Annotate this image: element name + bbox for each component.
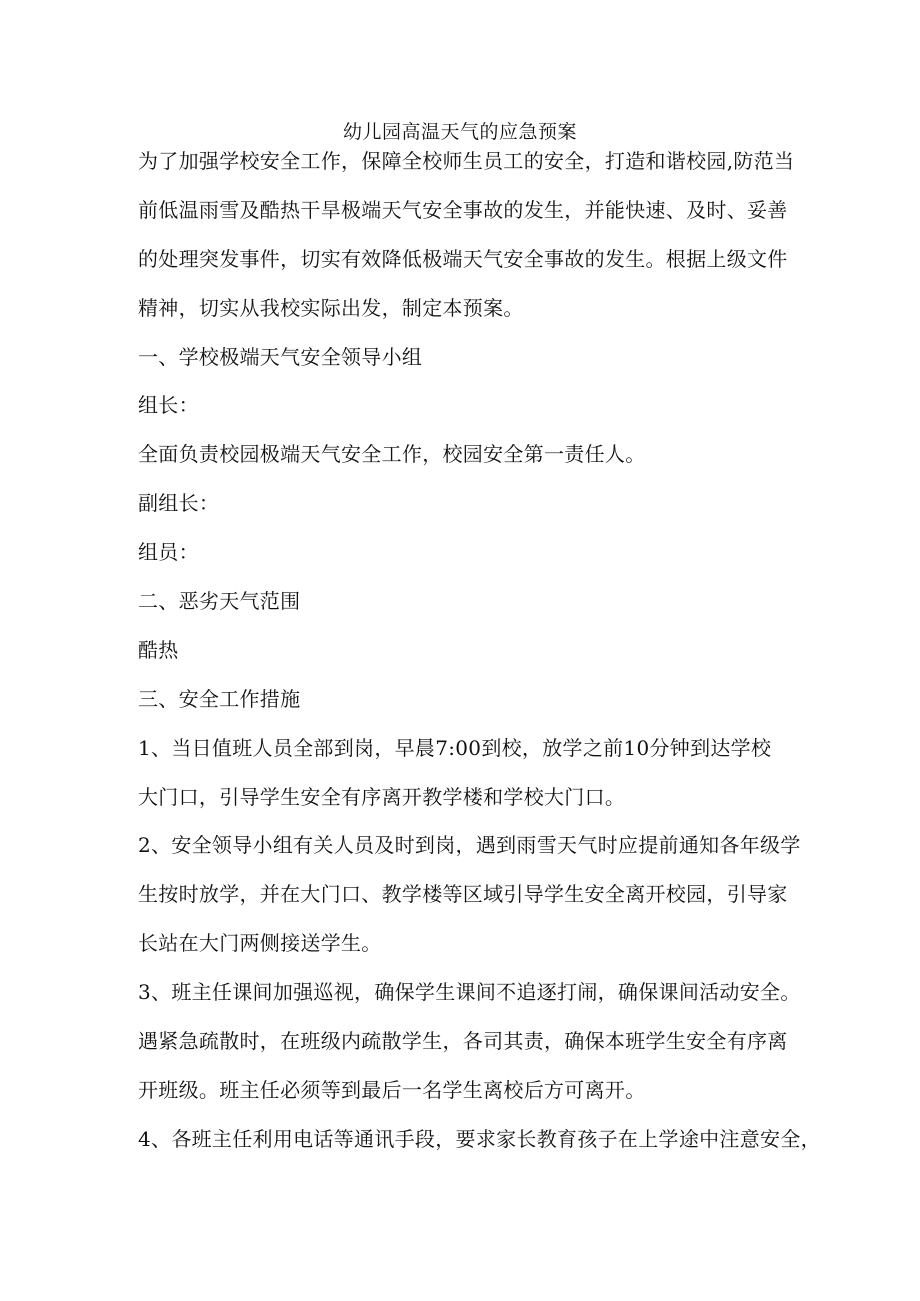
document-title: 幼儿园高温天气的应急预案 xyxy=(342,121,577,143)
section-heading: 三、安全工作措施 xyxy=(138,686,301,711)
paragraph-line: 大门口，引导学生安全有序离开教学楼和学校大门口。 xyxy=(138,784,626,809)
paragraph-line: 全面负责校园极端天气安全工作，校园安全第一责任人。 xyxy=(138,442,646,467)
paragraph-line: 开班级。班主任必须等到最后一名学生离校后方可离开。 xyxy=(138,1077,646,1102)
paragraph-line: 2、安全领导小组有关人员及时到岗，遇到雨雪天气时应提前通知各年级学 xyxy=(138,833,801,858)
paragraph-line: 组员： xyxy=(138,540,199,565)
paragraph-line: 组长： xyxy=(138,393,199,418)
paragraph-line: 前低温雨雪及酷热干旱极端天气安全事故的发生，并能快速、及时、妥善 xyxy=(138,197,788,222)
paragraph-line: 遇紧急疏散时，在班级内疏散学生，各司其责，确保本班学生安全有序离 xyxy=(138,1029,788,1054)
document-body xyxy=(138,137,821,1164)
paragraph-line: 精神，切实从我校实际出发，制定本预案。 xyxy=(138,295,524,320)
paragraph-line: 为了加强学校安全工作，保障全校师生员工的安全，打造和谐校园,防范当 xyxy=(138,149,795,173)
paragraph-line: 3、班主任课间加强巡视，确保学生课间不追逐打闹，确保课间活动安全。 xyxy=(138,980,801,1005)
section-heading: 一、学校极端天气安全领导小组 xyxy=(138,344,423,369)
paragraph-line: 的处理突发事件，切实有效降低极端天气安全事故的发生。根据上级文件 xyxy=(138,246,788,271)
paragraph-line: 副组长： xyxy=(138,491,220,516)
paragraph-line: 4、各班主任利用电话等通讯手段，要求家长教育孩子在上学途中注意安全， xyxy=(138,1126,821,1151)
paragraph-line: 1、当日值班人员全部到岗，早晨7:00到校，放学之前10分钟到达学校 xyxy=(138,735,772,760)
paragraph-line: 酷热 xyxy=(138,637,179,662)
paragraph-line: 长站在大门两侧接送学生。 xyxy=(138,931,382,956)
section-heading: 二、恶劣天气范围 xyxy=(138,589,301,614)
paragraph-line: 生按时放学，并在大门口、教学楼等区域引导学生安全离开校园，引导家 xyxy=(138,882,788,907)
